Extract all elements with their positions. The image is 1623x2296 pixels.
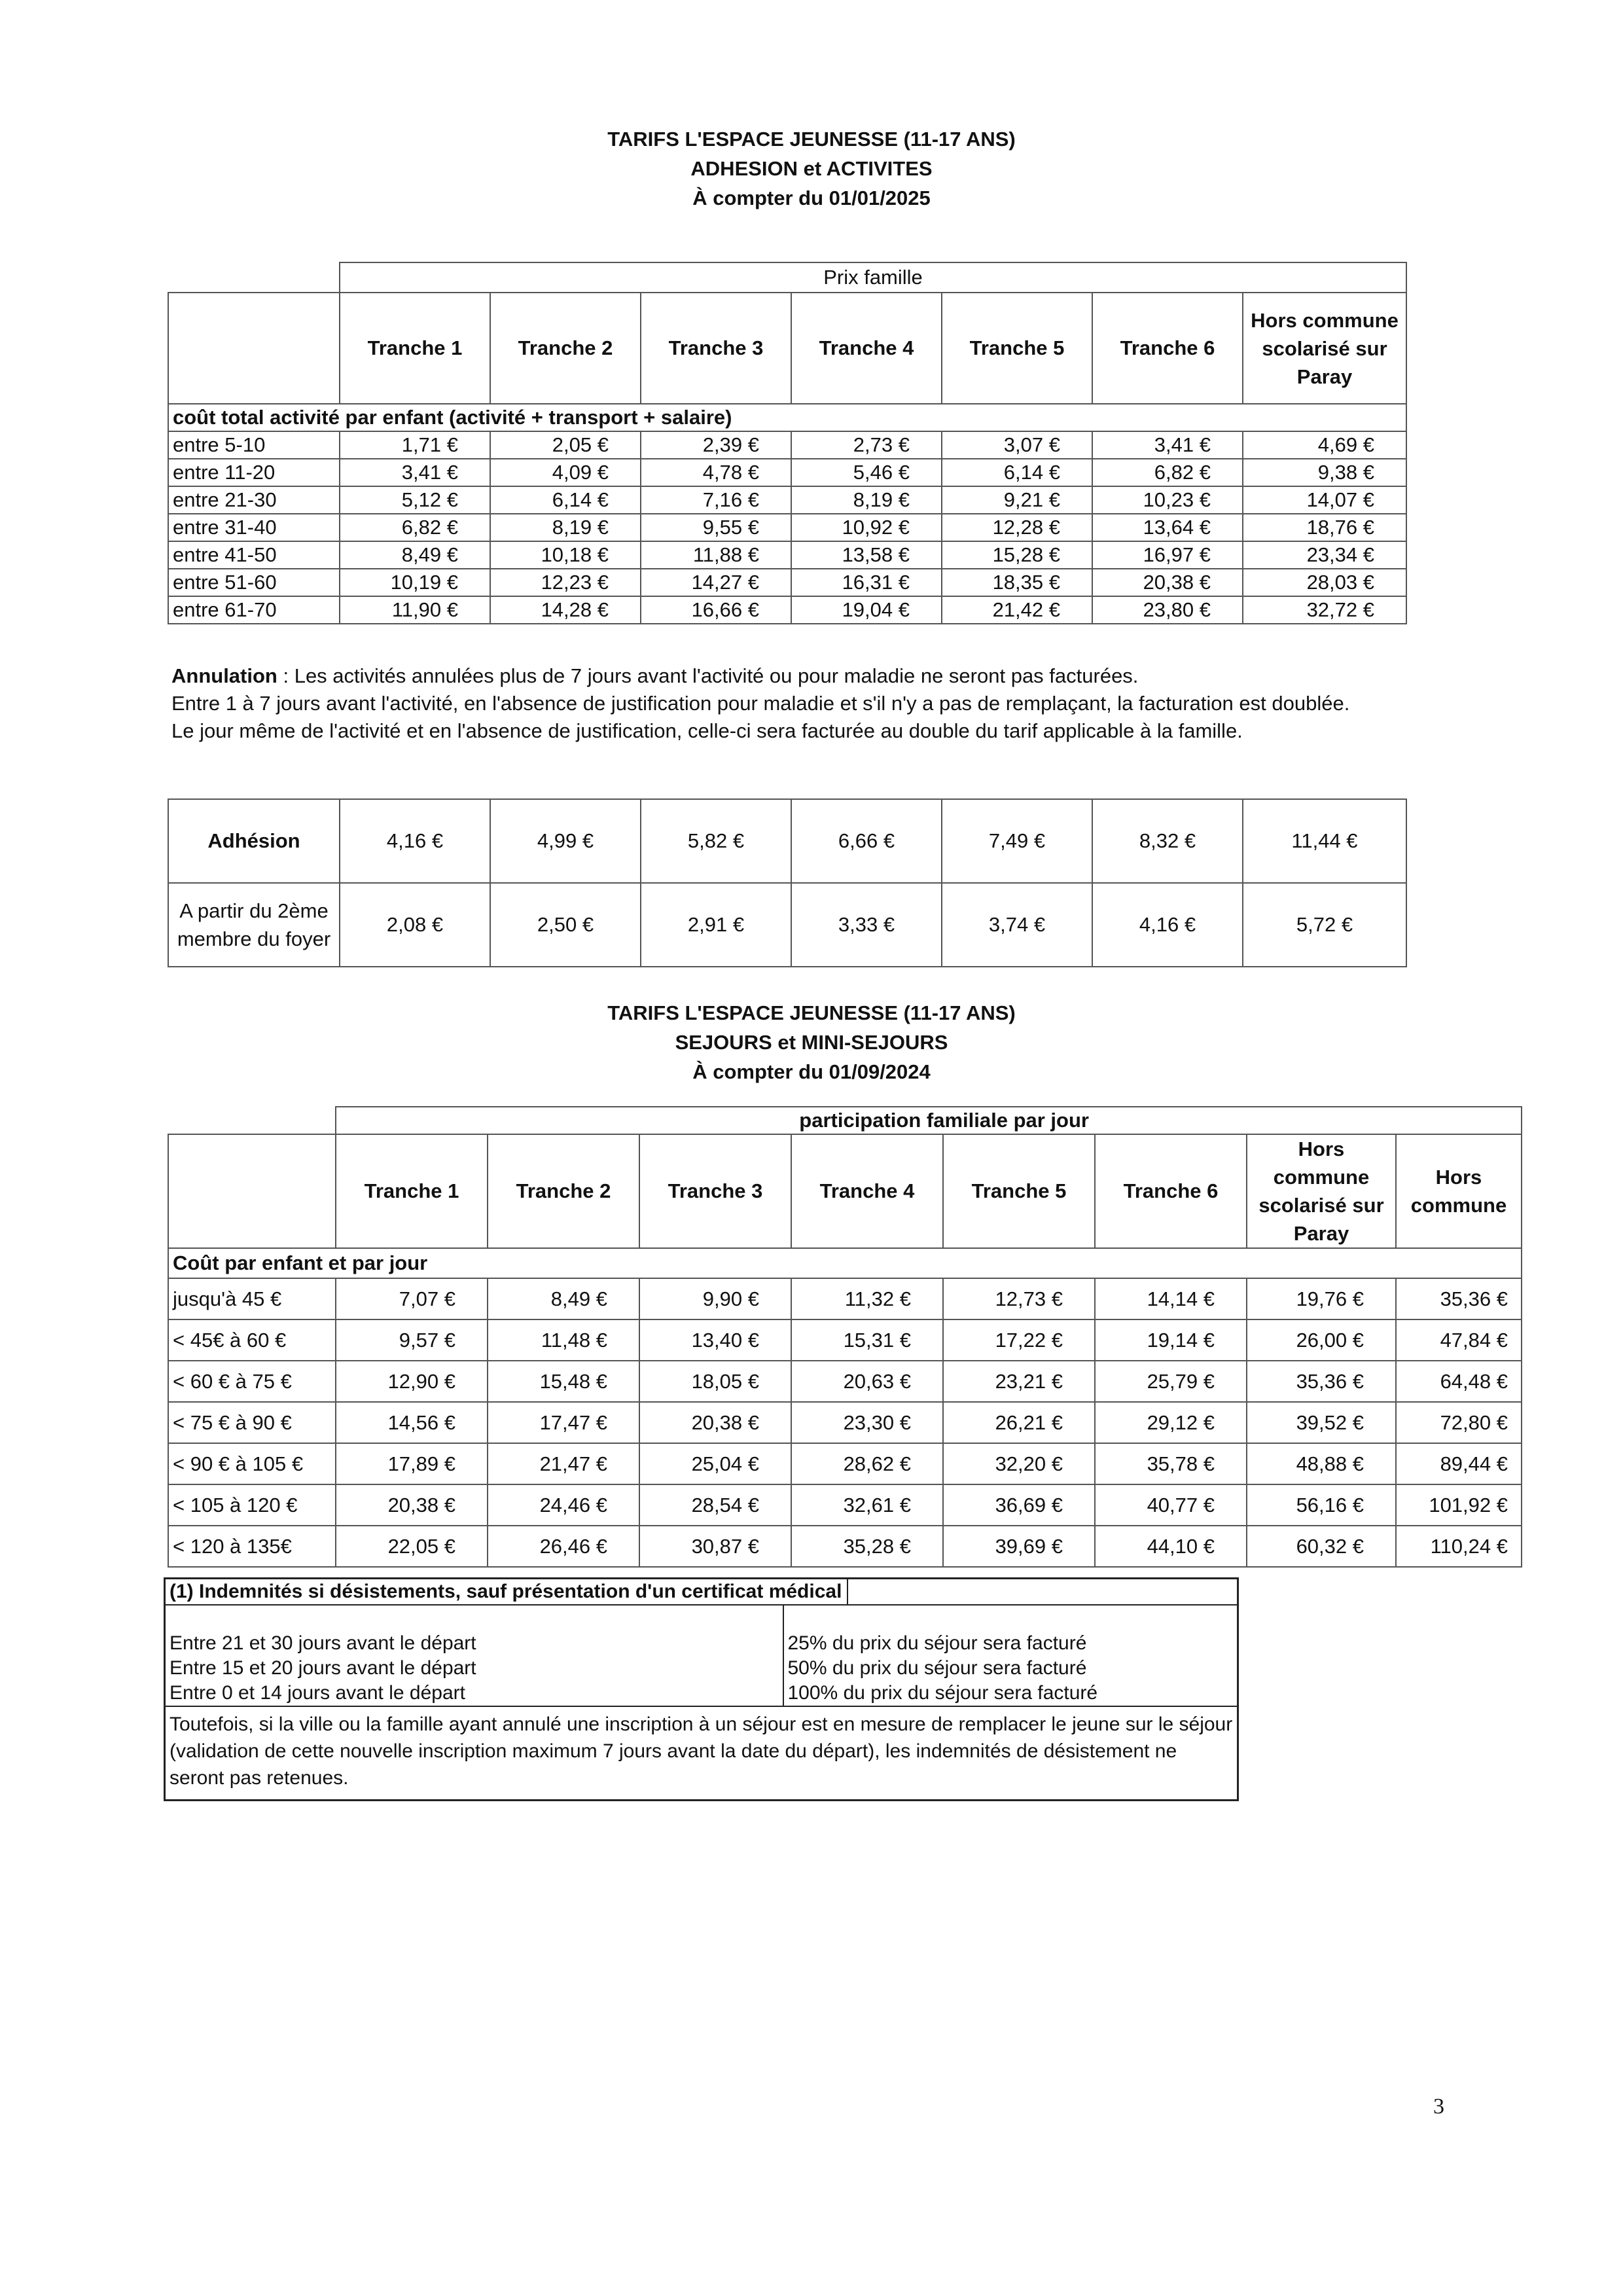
table-cell: 10,92 € <box>791 514 942 541</box>
table-row <box>168 1484 1522 1526</box>
table-cell: 35,36 € <box>1247 1361 1396 1402</box>
table-cell: 8,19 € <box>490 514 641 541</box>
column-header: Hors commune <box>1396 1134 1522 1248</box>
table-cell: 23,30 € <box>791 1402 943 1443</box>
table-cell: 5,46 € <box>791 459 942 486</box>
table-cell: 6,82 € <box>1092 459 1243 486</box>
row-label: jusqu'à 45 € <box>168 1278 336 1319</box>
table-row <box>165 1681 1238 1706</box>
table-row <box>168 569 1406 596</box>
table-cell: 5,12 € <box>340 486 490 514</box>
table-cell: 110,24 € <box>1396 1526 1522 1567</box>
table-cell: 15,31 € <box>791 1319 943 1361</box>
page-number: 3 <box>1433 2094 1444 2119</box>
table-cell: 2,08 € <box>340 883 490 967</box>
activities-price-table <box>168 262 1407 624</box>
table-cell: 6,82 € <box>340 514 490 541</box>
table-cell: 5,72 € <box>1243 883 1406 967</box>
table-cell: 14,07 € <box>1243 486 1406 514</box>
table-cell: 21,47 € <box>488 1443 639 1484</box>
table-cell: 18,35 € <box>942 569 1092 596</box>
table-row <box>168 459 1406 486</box>
cancellation-text: : Les activités annulées plus de 7 jours avant l'activité ou pour maladie ne seront pas facturées. <box>277 664 1139 687</box>
table-row <box>168 1361 1522 1402</box>
row-label: < 45€ à 60 € <box>168 1319 336 1361</box>
column-header: Tranche 5 <box>942 293 1092 404</box>
table-cell: 44,10 € <box>1095 1526 1247 1567</box>
table-cell: 16,66 € <box>641 596 791 624</box>
table-subheader: coût total activité par enfant (activité + transport + salaire) <box>168 404 942 431</box>
table-cell: 24,46 € <box>488 1484 639 1526</box>
table-cell: 40,77 € <box>1095 1484 1247 1526</box>
column-header: Tranche 5 <box>943 1134 1095 1248</box>
table-cell: 32,20 € <box>943 1443 1095 1484</box>
table-cell: 21,42 € <box>942 596 1092 624</box>
table-cell: 4,16 € <box>340 799 490 883</box>
cancellation-text: Entre 1 à 7 jours avant l'activité, en l'absence de justification pour maladie et s'il n'y a pas de remplaçant, la facturation est doublée. <box>171 692 1350 715</box>
cancellation-policy <box>171 662 1389 745</box>
table-cell: 13,58 € <box>791 541 942 569</box>
column-header: Tranche 2 <box>490 293 641 404</box>
table-cell: 28,03 € <box>1243 569 1406 596</box>
column-header: Hors commune scolarisé sur Paray <box>1243 293 1406 404</box>
period-cell: Entre 21 et 30 jours avant le départ <box>165 1631 783 1656</box>
charge-cell: 50% du prix du séjour sera facturé <box>787 1657 1087 1679</box>
table-cell: 20,63 € <box>791 1361 943 1402</box>
table-header: (1) Indemnités si désistements, sauf présentation d'un certificat médical <box>169 1579 848 1604</box>
table-cell: 14,28 € <box>490 596 641 624</box>
table-cell: 3,33 € <box>791 883 942 967</box>
table-cell: 4,09 € <box>490 459 641 486</box>
table-cell: 2,73 € <box>791 431 942 459</box>
table-cell: 60,32 € <box>1247 1526 1396 1567</box>
table-cell: 26,00 € <box>1247 1319 1396 1361</box>
section2-title-line: À compter du 01/09/2024 <box>692 1060 931 1083</box>
row-label: entre 11-20 <box>168 459 340 486</box>
table-cell: 13,64 € <box>1092 514 1243 541</box>
table-cell: 4,16 € <box>1092 883 1243 967</box>
group-header: Prix famille <box>340 262 1406 293</box>
table-cell: 4,69 € <box>1243 431 1406 459</box>
table-row <box>165 1656 1238 1681</box>
table-cell: 19,76 € <box>1247 1278 1396 1319</box>
table-cell: 20,38 € <box>1092 569 1243 596</box>
table-row <box>168 431 1406 459</box>
column-header: Tranche 1 <box>340 293 490 404</box>
table-cell: 18,05 € <box>639 1361 791 1402</box>
table-cell: 1,71 € <box>340 431 490 459</box>
charge-cell: 100% du prix du séjour sera facturé <box>783 1681 1238 1706</box>
table-cell: 48,88 € <box>1247 1443 1396 1484</box>
table-row <box>165 1631 1238 1656</box>
table-row <box>168 1319 1522 1361</box>
row-label: A partir du 2ème membre du foyer <box>168 883 340 967</box>
table-cell: 30,87 € <box>639 1526 791 1567</box>
table-cell: 35,78 € <box>1095 1443 1247 1484</box>
table-cell: 11,48 € <box>488 1319 639 1361</box>
table-cell: 23,34 € <box>1243 541 1406 569</box>
table-cell: 3,07 € <box>942 431 1092 459</box>
table-cell: 20,38 € <box>336 1484 488 1526</box>
table-cell: 64,48 € <box>1396 1361 1522 1402</box>
table-cell: 8,19 € <box>791 486 942 514</box>
table-cell: 23,21 € <box>943 1361 1095 1402</box>
table-cell: 35,36 € <box>1396 1278 1522 1319</box>
table-cell: 17,47 € <box>488 1402 639 1443</box>
table-cell: 11,88 € <box>641 541 791 569</box>
table-cell: 9,55 € <box>641 514 791 541</box>
table-cell: 11,44 € <box>1243 799 1406 883</box>
table-cell: 25,04 € <box>639 1443 791 1484</box>
table-cell: 5,82 € <box>641 799 791 883</box>
table-cell: 6,66 € <box>791 799 942 883</box>
charge-cell: 25% du prix du séjour sera facturé <box>787 1632 1087 1654</box>
section1-title <box>0 124 1623 213</box>
table-cell: 2,50 € <box>490 883 641 967</box>
table-cell: 12,28 € <box>942 514 1092 541</box>
table-cell: 28,54 € <box>639 1484 791 1526</box>
column-header: Tranche 1 <box>336 1134 488 1248</box>
table-cell: 4,78 € <box>641 459 791 486</box>
column-header: Tranche 3 <box>641 293 791 404</box>
table-cell: 9,38 € <box>1243 459 1406 486</box>
row-label: < 105 à 120 € <box>168 1484 336 1526</box>
table-row <box>168 1443 1522 1484</box>
table-row <box>168 799 1406 883</box>
section2-title <box>0 998 1623 1086</box>
table-cell: 16,31 € <box>791 569 942 596</box>
table-cell: 29,12 € <box>1095 1402 1247 1443</box>
row-label: entre 31-40 <box>168 514 340 541</box>
row-label: < 120 à 135€ <box>168 1526 336 1567</box>
group-header: participation familiale par jour <box>799 1109 1089 1132</box>
table-cell: 9,57 € <box>336 1319 488 1361</box>
stays-price-table <box>168 1106 1522 1568</box>
table-cell: 12,90 € <box>336 1361 488 1402</box>
table-cell: 35,28 € <box>791 1526 943 1567</box>
table-cell: 17,22 € <box>943 1319 1095 1361</box>
column-header: Tranche 6 <box>1092 293 1243 404</box>
withdrawal-fees-table <box>164 1577 1239 1801</box>
row-label: entre 41-50 <box>168 541 340 569</box>
table-cell: 7,49 € <box>942 799 1092 883</box>
period-cell: Entre 15 et 20 jours avant le départ <box>165 1656 783 1681</box>
table-cell: 101,92 € <box>1396 1484 1522 1526</box>
section1-title-line: ADHESION et ACTIVITES <box>690 157 933 180</box>
table-cell: 72,80 € <box>1396 1402 1522 1443</box>
table-cell: 20,38 € <box>639 1402 791 1443</box>
table-cell: 39,52 € <box>1247 1402 1396 1443</box>
column-header: Tranche 3 <box>639 1134 791 1248</box>
column-header: Tranche 6 <box>1095 1134 1247 1248</box>
table-row <box>168 596 1406 624</box>
row-label: entre 61-70 <box>168 596 340 624</box>
table-cell: 8,49 € <box>488 1278 639 1319</box>
table-cell: 6,14 € <box>490 486 641 514</box>
table-cell: 25,79 € <box>1095 1361 1247 1402</box>
column-header: Hors commune scolarisé sur Paray <box>1247 1134 1396 1248</box>
table-cell: 23,80 € <box>1092 596 1243 624</box>
table-cell: 8,49 € <box>340 541 490 569</box>
table-row <box>168 883 1406 967</box>
table-cell: 16,97 € <box>1092 541 1243 569</box>
table-cell: 8,32 € <box>1092 799 1243 883</box>
table-cell: 4,99 € <box>490 799 641 883</box>
table-cell: 19,14 € <box>1095 1319 1247 1361</box>
table-cell: 28,62 € <box>791 1443 943 1484</box>
table-cell: 26,46 € <box>488 1526 639 1567</box>
table-cell: 13,40 € <box>639 1319 791 1361</box>
table-cell: 3,41 € <box>1092 431 1243 459</box>
section1-title-line: TARIFS L'ESPACE JEUNESSE (11-17 ANS) <box>607 128 1016 151</box>
row-label: < 75 € à 90 € <box>168 1402 336 1443</box>
table-cell: 22,05 € <box>336 1526 488 1567</box>
table-cell: 32,61 € <box>791 1484 943 1526</box>
row-label: < 90 € à 105 € <box>168 1443 336 1484</box>
section1-title-line: À compter du 01/01/2025 <box>692 187 931 209</box>
row-label: < 60 € à 75 € <box>168 1361 336 1402</box>
table-cell: 32,72 € <box>1243 596 1406 624</box>
table-row <box>168 1402 1522 1443</box>
table-row <box>168 1526 1522 1567</box>
table-row <box>168 1278 1522 1319</box>
table-cell: 6,14 € <box>942 459 1092 486</box>
table-cell: 14,27 € <box>641 569 791 596</box>
column-header: Tranche 4 <box>791 293 942 404</box>
table-cell: 56,16 € <box>1247 1484 1396 1526</box>
table-cell: 11,32 € <box>791 1278 943 1319</box>
table-cell: 14,56 € <box>336 1402 488 1443</box>
row-label: Adhésion <box>168 799 340 883</box>
table-row <box>168 514 1406 541</box>
table-cell: 3,74 € <box>942 883 1092 967</box>
section2-title-line: TARIFS L'ESPACE JEUNESSE (11-17 ANS) <box>607 1001 1016 1024</box>
column-header: Tranche 2 <box>488 1134 639 1248</box>
table-cell: 15,48 € <box>488 1361 639 1402</box>
table-cell: 10,23 € <box>1092 486 1243 514</box>
row-label: entre 21-30 <box>168 486 340 514</box>
membership-table <box>168 798 1407 967</box>
row-label: entre 5-10 <box>168 431 340 459</box>
withdrawal-note: Toutefois, si la ville ou la famille ayant annulé une inscription à un séjour est en mesure de remplacer le jeune sur le séjour (validation de cette nouvelle inscription maximum 7 jours avant la date du départ), les indemnités de désistement ne seront pas retenues. <box>169 1713 1233 1789</box>
table-cell: 7,16 € <box>641 486 791 514</box>
table-cell: 3,41 € <box>340 459 490 486</box>
table-cell: 36,69 € <box>943 1484 1095 1526</box>
table-row <box>168 486 1406 514</box>
cancellation-text: Le jour même de l'activité et en l'absence de justification, celle-ci sera facturée au double du tarif applicable à la famille. <box>171 719 1243 742</box>
table-cell: 11,90 € <box>340 596 490 624</box>
column-header: Tranche 4 <box>791 1134 943 1248</box>
table-cell: 47,84 € <box>1396 1319 1522 1361</box>
table-cell: 12,73 € <box>943 1278 1095 1319</box>
table-cell: 10,19 € <box>340 569 490 596</box>
cancellation-label: Annulation <box>171 664 277 687</box>
table-cell: 2,91 € <box>641 883 791 967</box>
table-cell: 9,21 € <box>942 486 1092 514</box>
row-label: entre 51-60 <box>168 569 340 596</box>
table-cell: 7,07 € <box>336 1278 488 1319</box>
table-row <box>168 541 1406 569</box>
table-cell: 17,89 € <box>336 1443 488 1484</box>
table-cell: 26,21 € <box>943 1402 1095 1443</box>
table-cell: 18,76 € <box>1243 514 1406 541</box>
period-cell: Entre 0 et 14 jours avant le départ <box>165 1681 783 1706</box>
table-subheader: Coût par enfant et par jour <box>168 1248 639 1278</box>
table-cell: 15,28 € <box>942 541 1092 569</box>
table-cell: 10,18 € <box>490 541 641 569</box>
table-cell: 14,14 € <box>1095 1278 1247 1319</box>
table-cell: 19,04 € <box>791 596 942 624</box>
table-cell: 39,69 € <box>943 1526 1095 1567</box>
table-cell: 2,05 € <box>490 431 641 459</box>
table-cell: 89,44 € <box>1396 1443 1522 1484</box>
table-cell: 2,39 € <box>641 431 791 459</box>
table-cell: 12,23 € <box>490 569 641 596</box>
section2-title-line: SEJOURS et MINI-SEJOURS <box>675 1031 948 1054</box>
table-cell: 9,90 € <box>639 1278 791 1319</box>
